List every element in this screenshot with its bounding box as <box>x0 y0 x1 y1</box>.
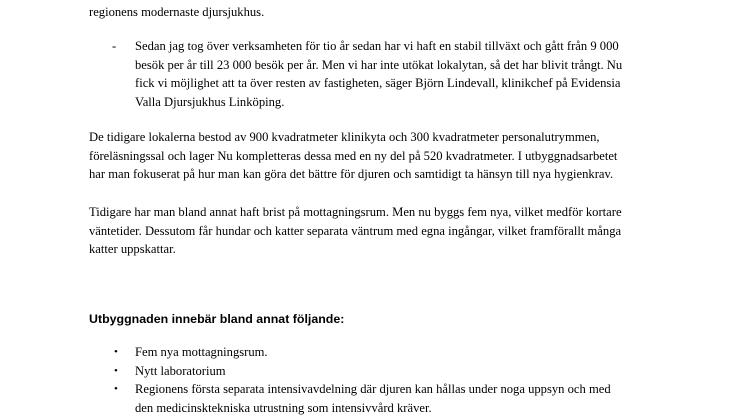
list-item <box>89 362 729 381</box>
bullet-list <box>89 343 729 417</box>
dash-marker: - <box>112 39 117 53</box>
text-line: Valla Djursjukhus Linköping. <box>135 94 285 109</box>
text-line: den medicinsktekniska utrustning som intensivvård kräver. <box>135 400 432 415</box>
paragraph-premises <box>89 128 689 184</box>
text-line: regionens modernaste djursjukhus. <box>89 5 265 19</box>
list-item <box>89 343 729 362</box>
bullet-icon: • <box>114 346 118 358</box>
section-heading: Utbyggnaden innebär bland annat följande: <box>89 312 345 326</box>
text-line: Fem nya mottagningsrum. <box>135 345 268 359</box>
quote-text <box>135 37 695 111</box>
text-line: Tidigare har man bland annat haft brist på mottagningsrum. Men nu byggs fem nya, vilket medför kortare <box>89 205 622 219</box>
text-line: Sedan jag tog över verksamheten för tio år sedan har vi haft en stabil tillväxt och gått från 9 000 <box>135 39 619 53</box>
list-item <box>89 380 729 417</box>
paragraph-reception <box>89 203 689 259</box>
text-line: katter uppskattar. <box>89 242 176 257</box>
text-line: Nytt laboratorium <box>135 363 226 378</box>
bullet-icon: • <box>114 383 118 396</box>
text-line: har man fokuserat på hur man kan göra det bättre för djuren och samtidigt ta hänsyn till nya hygienkrav. <box>89 167 614 182</box>
text-line: föreläsningssal och lager Nu kompletteras dessa med en ny del på 520 kvadratmeter. I utbyggnadsarbetet <box>89 148 618 163</box>
text-line: Regionens första separata intensivavdelning där djuren kan hållas under noga uppsyn och med <box>135 382 611 397</box>
bullet-icon: • <box>114 364 118 377</box>
text-line: fick vi möjlighet att ta över resten av fastigheten, säger Björn Lindevall, klinikchef på Evidensia <box>135 76 621 91</box>
text-line: besök per år till 23 000 besök per år. Men vi har inte utökat lokalytan, så det har blivit trångt. Nu <box>135 57 623 72</box>
text-line: De tidigare lokalerna bestod av 900 kvadratmeter klinikyta och 300 kvadratmeter personalutrymmen, <box>89 130 600 144</box>
intro-line <box>89 3 689 22</box>
text-line: väntetider. Dessutom får hundar och katter separata väntrum med egna ingångar, vilket framförallt många <box>89 223 622 238</box>
